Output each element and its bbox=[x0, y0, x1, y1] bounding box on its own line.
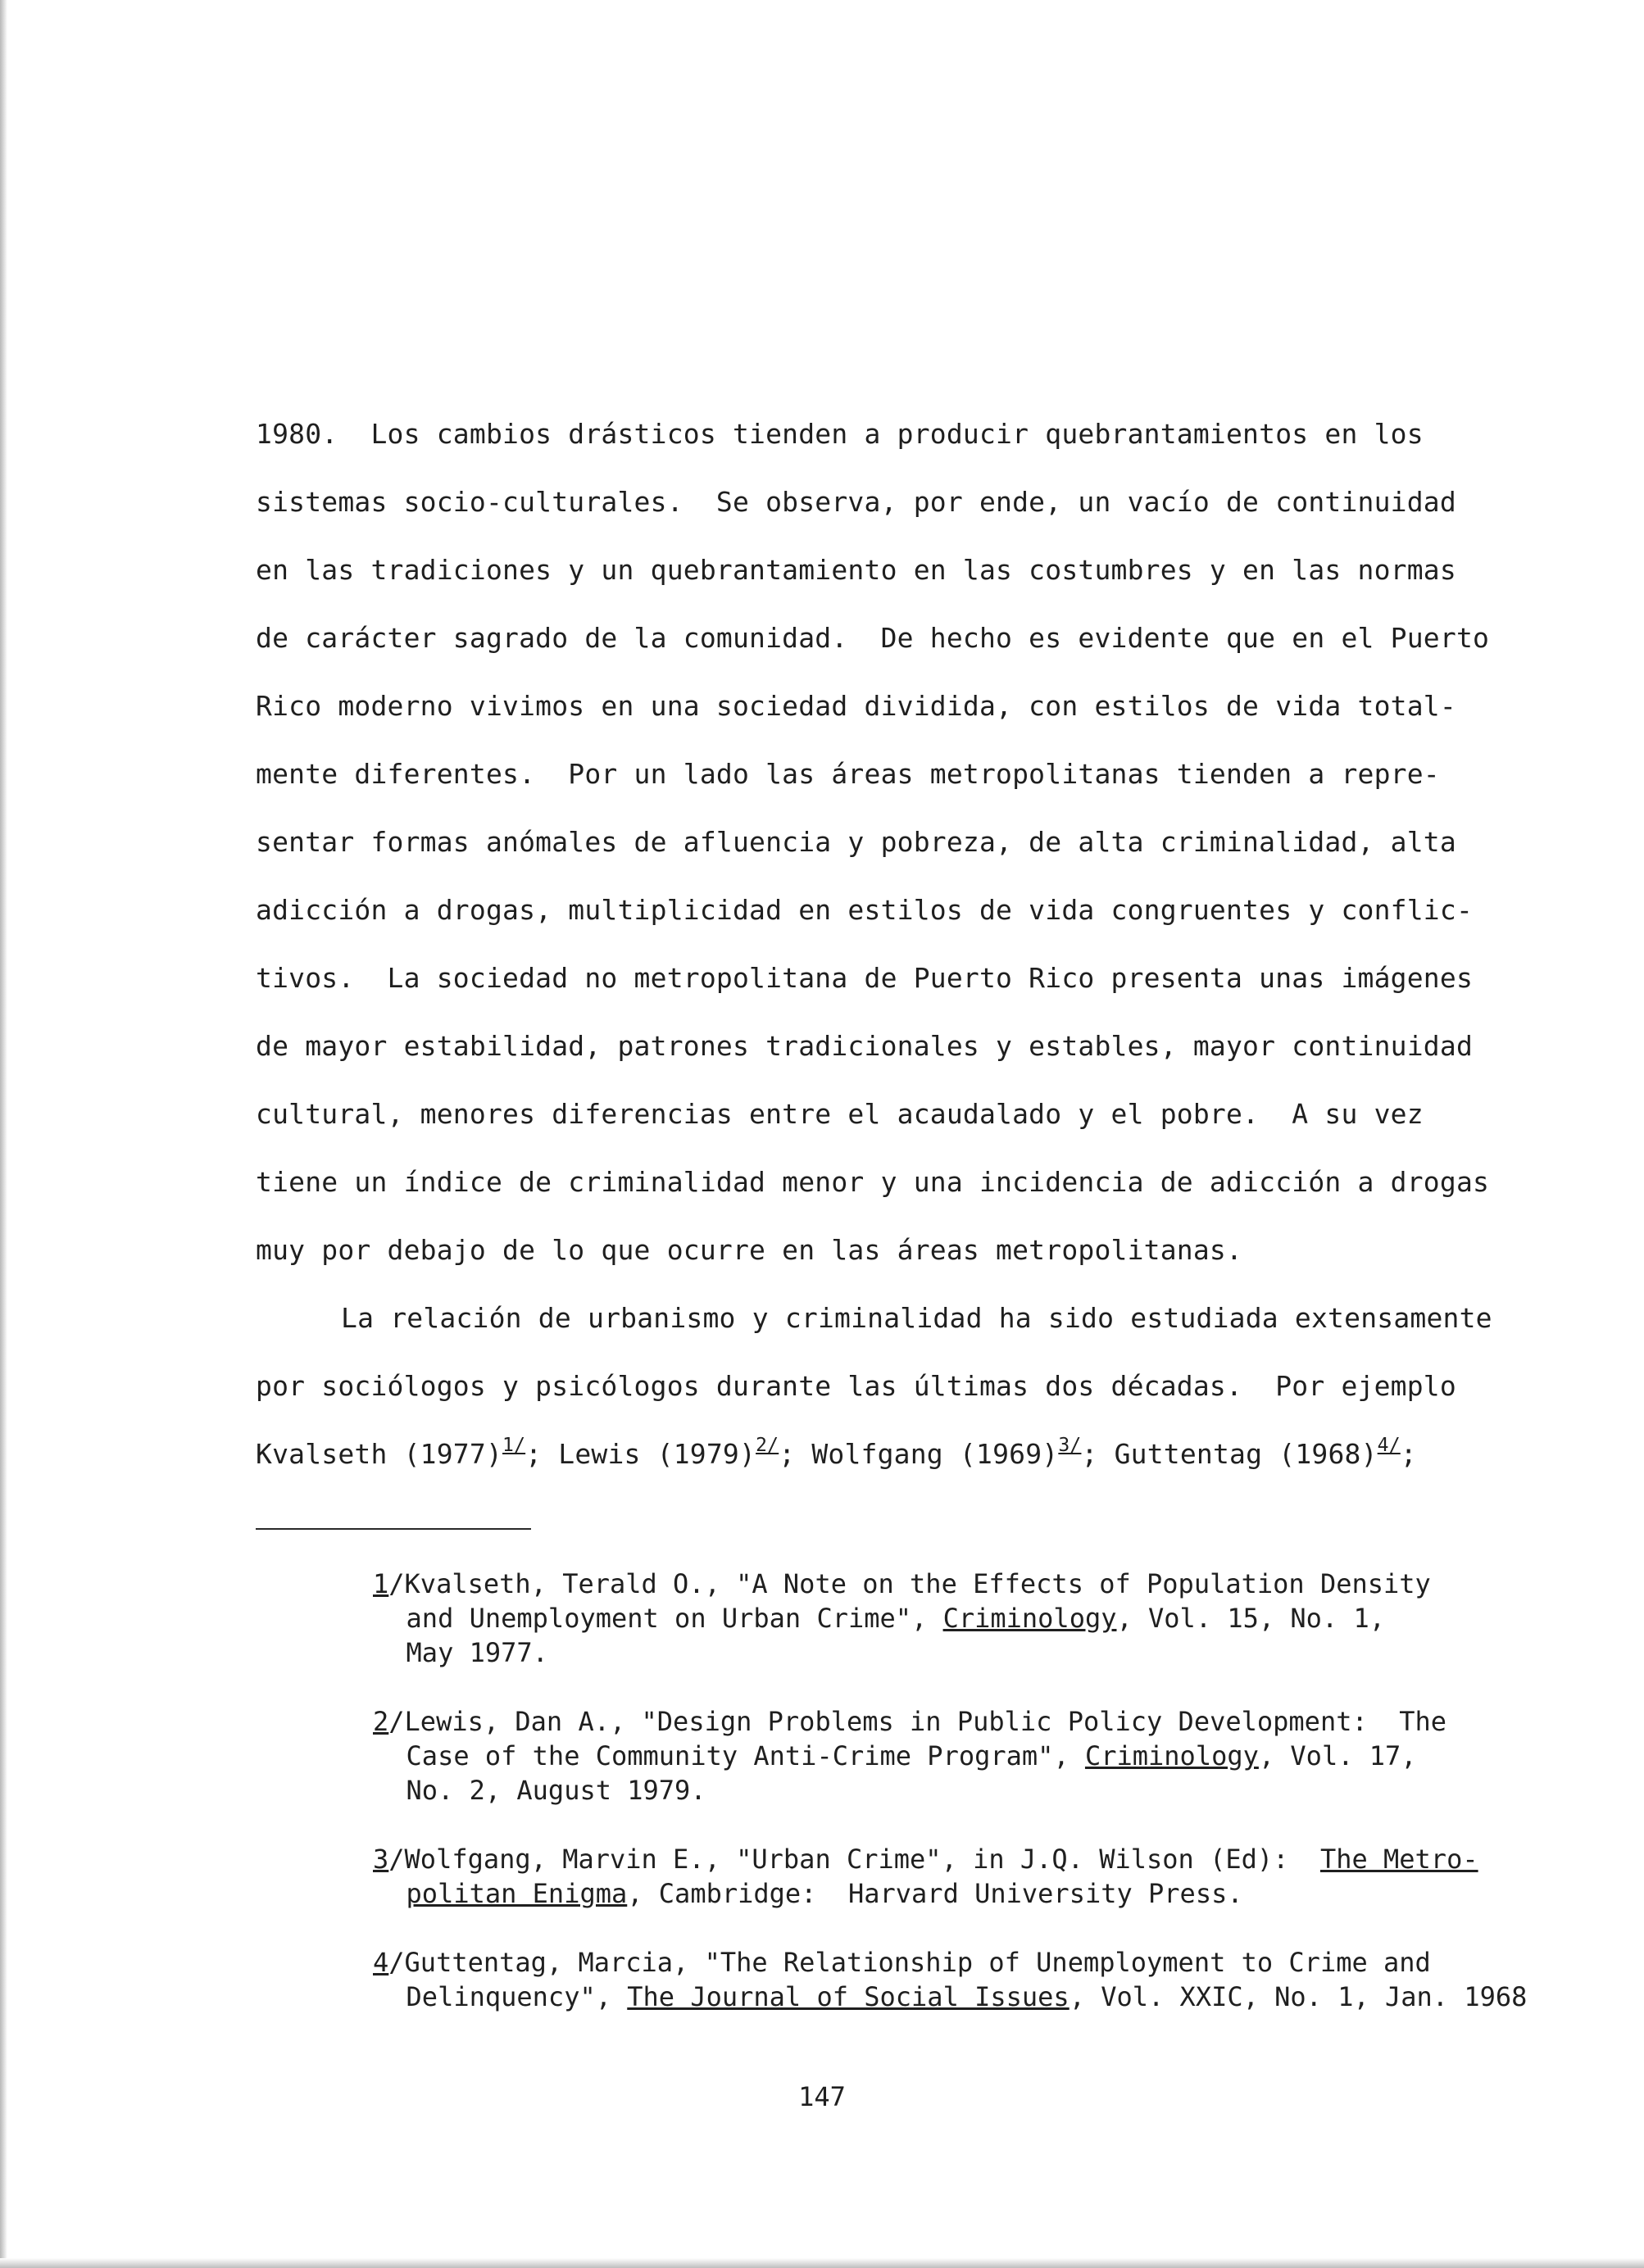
footnote-line bbox=[373, 1876, 1537, 1911]
footnote-line bbox=[373, 1773, 1537, 1808]
footnote-text: , Vol. 15, No. 1, bbox=[1116, 1603, 1385, 1634]
body-line: tivos. La sociedad no metropolitana de Puerto Rico presenta unas imágenes bbox=[256, 962, 1474, 994]
body-line: adicción a drogas, multiplicidad en estilos de vida congruentes y conflic- bbox=[256, 894, 1474, 926]
footnote-line bbox=[373, 1704, 1537, 1739]
footnote-text: /Wolfgang, Marvin E., "Urban Crime", in J.Q. Wilson (Ed): bbox=[388, 1844, 1320, 1875]
body-line: mente diferentes. Por un lado las áreas metropolitanas tienden a repre- bbox=[256, 758, 1440, 790]
footnote-mark: 2 bbox=[373, 1706, 389, 1737]
footnote-3 bbox=[373, 1842, 1537, 1911]
footnote-text: , Vol. 17, bbox=[1258, 1740, 1417, 1771]
footnote-line bbox=[373, 1635, 1537, 1670]
footnote-line bbox=[373, 1842, 1537, 1876]
footnote-line bbox=[373, 1980, 1537, 2014]
footnote-text: /Kvalseth, Terald O., "A Note on the Effects of Population Density bbox=[388, 1568, 1431, 1599]
citation-lewis: ; Lewis (1979) bbox=[525, 1438, 756, 1470]
footnote-mark: 3 bbox=[373, 1844, 389, 1875]
journal-title: Criminology bbox=[942, 1603, 1117, 1634]
book-title: The Metro- bbox=[1319, 1844, 1478, 1875]
citation-kvalseth: Kvalseth (1977) bbox=[256, 1438, 503, 1470]
footnote-line bbox=[373, 1601, 1537, 1635]
footnote-mark: 1 bbox=[373, 1568, 389, 1599]
footnote-text: /Guttentag, Marcia, "The Relationship of Unemployment to Crime and bbox=[388, 1947, 1431, 1978]
scan-shadow-left bbox=[0, 0, 7, 2268]
body-line: por sociólogos y psicólogos durante las últimas dos décadas. Por ejemplo bbox=[256, 1370, 1456, 1402]
paragraph-start-line: La relación de urbanismo y criminalidad ha sido estudiada extensamente bbox=[341, 1302, 1492, 1334]
footnote-separator bbox=[256, 1528, 531, 1530]
footnote-ref-2: 2/ bbox=[756, 1435, 779, 1456]
book-title: politan Enigma bbox=[406, 1878, 628, 1909]
footnote-text: No. 2, August 1979. bbox=[406, 1775, 706, 1806]
footnote-ref-1: 1/ bbox=[502, 1435, 526, 1456]
scan-shadow-bottom bbox=[0, 2258, 1644, 2268]
citation-end: ; bbox=[1400, 1438, 1417, 1470]
citation-wolfgang: ; Wolfgang (1969) bbox=[779, 1438, 1059, 1470]
body-line: sentar formas anómales de afluencia y pobreza, de alta criminalidad, alta bbox=[256, 826, 1456, 858]
journal-title: The Journal of Social Issues bbox=[627, 1981, 1070, 2012]
footnote-text: , Vol. XXIC, No. 1, Jan. 1968 bbox=[1069, 1981, 1528, 2012]
body-line: sistemas socio-culturales. Se observa, por ende, un vacío de continuidad bbox=[256, 486, 1456, 518]
footnotes bbox=[373, 1567, 1537, 2048]
footnote-2 bbox=[373, 1704, 1537, 1808]
footnote-line bbox=[373, 1945, 1537, 1980]
footnote-text: Case of the Community Anti-Crime Program", bbox=[406, 1740, 1085, 1771]
citation-line bbox=[256, 1420, 1534, 1488]
footnote-line bbox=[373, 1739, 1537, 1773]
body-text bbox=[256, 400, 1534, 1488]
page-number: 147 bbox=[798, 2081, 846, 2112]
body-line: 1980. Los cambios drásticos tienden a producir quebrantamientos en los bbox=[256, 418, 1424, 450]
footnote-line bbox=[373, 1567, 1537, 1601]
footnote-text: and Unemployment on Urban Crime", bbox=[406, 1603, 943, 1634]
footnote-ref-3: 3/ bbox=[1058, 1435, 1082, 1456]
footnote-text: Delinquency", bbox=[406, 1981, 628, 2012]
footnote-1 bbox=[373, 1567, 1537, 1670]
footnote-text: /Lewis, Dan A., "Design Problems in Public Policy Development: The bbox=[388, 1706, 1447, 1737]
footnote-text: , Cambridge: Harvard University Press. bbox=[627, 1878, 1243, 1909]
body-line: de carácter sagrado de la comunidad. De hecho es evidente que en el Puerto bbox=[256, 622, 1490, 654]
body-line: de mayor estabilidad, patrones tradicionales y estables, mayor continuidad bbox=[256, 1030, 1474, 1062]
body-line: muy por debajo de lo que ocurre en las áreas metropolitanas. bbox=[256, 1234, 1243, 1266]
body-line: Rico moderno vivimos en una sociedad dividida, con estilos de vida total- bbox=[256, 690, 1456, 722]
body-line: tiene un índice de criminalidad menor y una incidencia de adicción a drogas bbox=[256, 1166, 1490, 1198]
body-line: en las tradiciones y un quebrantamiento en las costumbres y en las normas bbox=[256, 554, 1456, 586]
body-line: cultural, menores diferencias entre el acaudalado y el pobre. A su vez bbox=[256, 1098, 1424, 1130]
footnote-4 bbox=[373, 1945, 1537, 2014]
footnote-text: May 1977. bbox=[406, 1637, 548, 1668]
journal-title: Criminology bbox=[1084, 1740, 1259, 1771]
citation-guttentag: ; Guttentag (1968) bbox=[1081, 1438, 1378, 1470]
footnote-ref-4: 4/ bbox=[1377, 1435, 1401, 1456]
footnote-mark: 4 bbox=[373, 1947, 389, 1978]
